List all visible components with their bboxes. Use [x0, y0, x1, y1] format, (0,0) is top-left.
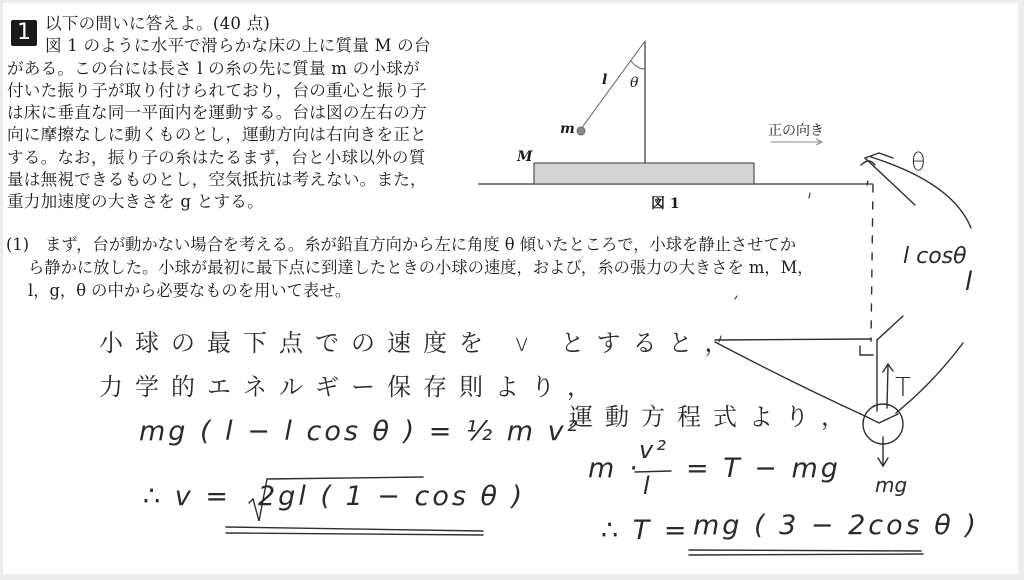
question-label: (1) — [6, 235, 30, 254]
problem-line: 向に摩擦なしに動くものとし，運動方向は右向きを正と — [7, 125, 427, 144]
tension-result-prefix: ∴ T = — [601, 515, 690, 546]
diagram-lcos-label: l cosθ — [903, 244, 967, 269]
diagram-l-label: l — [965, 267, 973, 297]
figure-ball-mass-label: m — [560, 121, 575, 137]
problem-number-badge: 1 — [11, 20, 37, 46]
figure-caption: 図 1 — [651, 196, 680, 212]
problem-line: 付いた振り子が取り付けられており，台の重心と振り子 — [7, 81, 427, 100]
velocity-result-prefix: ∴ v = — [143, 481, 231, 512]
problem-line: 重力加速度の大きさを g とする。 — [7, 192, 264, 211]
problem-line: 図 1 のように水平で滑らかな床の上に質量 M の台 — [45, 36, 431, 55]
problem-line: は床に垂直な同一平面内を運動する。台は図の左右の方 — [7, 103, 427, 122]
handwritten-line-2: 力学的エネルギー保存則より， — [99, 373, 603, 401]
figure-length-label: l — [602, 72, 608, 88]
question-line: まず，台が動かない場合を考える。糸が鉛直方向から左に角度 θ 傾いたところで，小球を静止させてか — [45, 235, 797, 254]
document-page — [3, 3, 1018, 574]
question-line: ら静かに放した。小球が最初に最下点に到達したときの小球の速度，および，糸の張力の大きさを m，M， — [28, 258, 814, 277]
eom-rhs: = T − mg — [686, 453, 841, 484]
diagram-mg-label: mg — [875, 473, 908, 497]
energy-equation: mg ( l − l cos θ ) = ½ m v² — [139, 416, 581, 447]
diagram-theta-label: θ — [911, 148, 926, 176]
eom-denominator: l — [643, 472, 653, 500]
problem-intro: 以下の問いに答えよ。(40 点) — [45, 14, 271, 33]
eom-lhs: m · — [588, 453, 641, 484]
problem-line: 量は無視できるものとし，空気抵抗は考えない。また， — [7, 170, 427, 189]
eom-numerator: v² — [639, 436, 669, 464]
problem-line: する。なお，振り子の糸はたるまず，台と小球以外の質 — [7, 148, 426, 167]
handwritten-strokes — [3, 3, 1018, 574]
figure-angle-label: θ — [630, 75, 639, 91]
handwritten-line-1: 小球の最下点での速度を v とすると， — [99, 329, 741, 357]
positive-direction-label: 正の向き — [768, 123, 824, 139]
tension-result-value: mg ( 3 − 2cos θ ) — [693, 510, 979, 541]
question-line: l，g，θ の中から必要なものを用いて表せ。 — [28, 281, 352, 300]
diagram-tension-label: T — [895, 373, 911, 403]
velocity-result-value: 2gl ( 1 − cos θ ) — [258, 481, 526, 512]
figure-table-mass-label: M — [517, 149, 533, 165]
problem-line: がある。この台には長さ l の糸の先に質量 m の小球が — [7, 59, 420, 78]
eom-heading: 運動方程式より， — [569, 403, 857, 431]
